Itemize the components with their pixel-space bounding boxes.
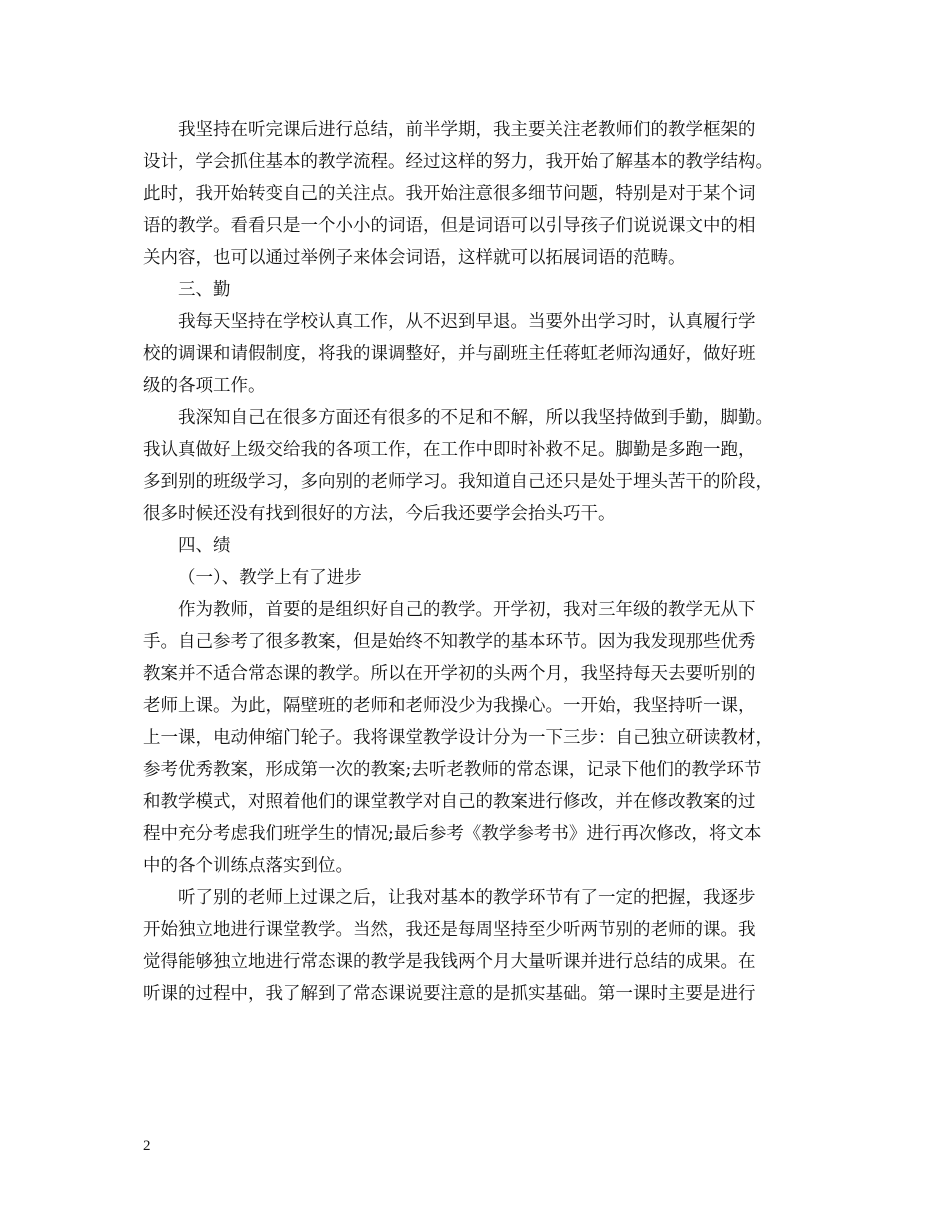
- text-line: 参考优秀教案，形成第一次的教案;去听老教师的常态课，记录下他们的教学环节: [143, 760, 762, 780]
- text-line: 此时，我开始转变自己的关注点。我开始注意很多细节问题，特别是对于某个词: [143, 184, 756, 204]
- text-line: 上一课，电动伸缩门轮子。我将课堂教学设计分为一下三步：自己独立研读教材，: [143, 728, 773, 748]
- text-line: 级的各项工作。: [143, 376, 266, 396]
- text-line: 关内容，也可以通过举例子来体会词语，这样就可以拓展词语的范畴。: [143, 248, 686, 268]
- text-line: 我坚持在听完课后进行总结，前半学期，我主要关注老教师们的教学框架的: [178, 120, 756, 140]
- text-line: 听课的过程中，我了解到了常态课说要注意的是抓实基础。第一课时主要是进行: [143, 984, 756, 1004]
- text-line: 我认真做好上级交给我的各项工作，在工作中即时补救不足。脚勤是多跑一跑，: [143, 440, 756, 460]
- text-line: 教案并不适合常态课的教学。所以在开学初的头两个月，我坚持每天去要听别的: [143, 664, 756, 684]
- text-line: 设计，学会抓住基本的教学流程。经过这样的努力，我开始了解基本的教学结构。: [143, 152, 773, 172]
- text-line: 多到别的班级学习，多向别的老师学习。我知道自己还只是处于埋头苦干的阶段，: [143, 472, 773, 492]
- text-line: 中的各个训练点落实到位。: [143, 856, 353, 876]
- text-line: （一）、教学上有了进步: [178, 568, 362, 588]
- text-line: 听了别的老师上过课之后，让我对基本的教学环节有了一定的把握，我逐步: [178, 888, 756, 908]
- text-line: 作为教师，首要的是组织好自己的教学。开学初，我对三年级的教学无从下: [178, 600, 756, 620]
- text-line: 我深知自己在很多方面还有很多的不足和不解，所以我坚持做到手勤，脚勤。: [178, 408, 773, 428]
- text-line: 觉得能够独立地进行常态课的教学是我钱两个月大量听课并进行总结的成果。在: [143, 952, 756, 972]
- text-line: 校的调课和请假制度，将我的课调整好，并与副班主任蒋虹老师沟通好，做好班: [143, 344, 756, 364]
- page-number: 2: [143, 1138, 151, 1154]
- text-line: 很多时候还没有找到很好的方法，今后我还要学会抬头巧干。: [143, 504, 616, 524]
- body-text: [143, 114, 808, 1010]
- text-line: 三、勤: [178, 280, 231, 300]
- text-line: 老师上课。为此，隔壁班的老师和老师没少为我操心。一开始，我坚持听一课，: [143, 696, 756, 716]
- text-line: 程中充分考虑我们班学生的情况;最后参考《教学参考书》进行再次修改，将文本: [143, 824, 762, 844]
- text-line: 手。自己参考了很多教案，但是始终不知教学的基本环节。因为我发现那些优秀: [143, 632, 756, 652]
- text-line: 开始独立地进行课堂教学。当然，我还是每周坚持至少听两节别的老师的课。我: [143, 920, 756, 940]
- text-line: 我每天坚持在学校认真工作，从不迟到早退。当要外出学习时，认真履行学: [178, 312, 756, 332]
- text-line: 语的教学。看看只是一个小小的词语，但是词语可以引导孩子们说说课文中的相: [143, 216, 756, 236]
- text-line: 四、绩: [178, 536, 231, 556]
- text-line: 和教学模式，对照着他们的课堂教学对自己的教案进行修改，并在修改教案的过: [143, 792, 756, 812]
